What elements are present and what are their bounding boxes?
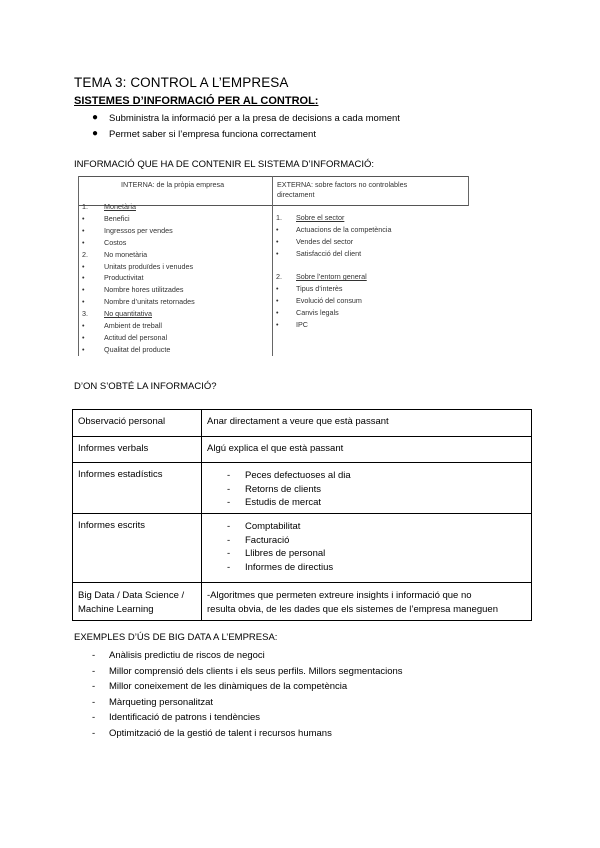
bullet-icon: ●	[92, 128, 99, 139]
source-description: -Algoritmes que permeten extreure insights i informació que no resulta obvia, de les dades que els sistemes de l’empresa maneguen	[202, 583, 532, 621]
external-header-line2: directament	[277, 190, 315, 199]
list-item: - Retorns de clients	[227, 483, 322, 495]
source-label: Observació personal	[73, 410, 202, 437]
source-description: Anar directament a veure que està passant	[202, 410, 532, 437]
table-row	[73, 437, 532, 463]
information-sources-table	[72, 409, 532, 621]
list-item: - Comptabilitat	[227, 521, 301, 532]
list-item: - Llibres de personal	[227, 548, 326, 559]
table-row	[73, 463, 532, 514]
source-description: Algú explica el que està passant	[202, 437, 532, 463]
source-items	[202, 514, 532, 583]
section-heading-information-content: INFORMACIÓ QUE HA DE CONTENIR EL SISTEMA D’INFORMACIÓ:	[74, 159, 374, 170]
bullet-icon: ●	[92, 112, 99, 123]
list-item: - Peces defectuoses al dia	[227, 470, 351, 481]
external-header-line1: EXTERNA: sobre factors no controlables	[277, 180, 408, 189]
section-heading-sources: D’ON S’OBTÉ LA INFORMACIÓ?	[74, 381, 217, 392]
list-item: - Estudis de mercat	[227, 497, 322, 508]
section-heading-big-data-examples: EXEMPLES D’ÚS DE BIG DATA A L’EMPRESA:	[74, 632, 278, 643]
source-label: Informes verbals	[73, 437, 202, 463]
source-label: Informes estadístics	[73, 463, 202, 514]
internal-external-table: INTERNA: de la pròpia empresa EXTERNA: sobre factors no controlables directament 1. Monetària • Benefici • Ingressos per vendes • Costos 2. No monetària • Unitats produïdes i venudes • Productivitat • Nombre hores utilitzades • Nombre d’unitats retornades 3. No quantitativa • Ambient de treball • Actitud del personal • Qualitat del producte 1. Sobre el sector • Actuacions de la competència • Vendes del sector • Satisfacció del client 2. Sobre l’entorn general • Tipus d’interès • Evolució del consum • Canvis legals • IPC	[78, 176, 469, 356]
table-row	[73, 410, 532, 437]
table-row	[73, 514, 532, 583]
list-item: - Facturació	[227, 534, 290, 546]
section-heading-information-systems: SISTEMES D’INFORMACIÓ PER AL CONTROL:	[74, 95, 319, 107]
internal-header: INTERNA: de la pròpia empresa	[121, 180, 225, 189]
list-item: - Informes de directius	[227, 561, 334, 573]
table-row	[73, 583, 532, 621]
source-label: Informes escrits	[73, 514, 202, 583]
source-items	[202, 463, 532, 514]
source-label: Big Data / Data Science / Machine Learning	[73, 583, 202, 621]
page-title: TEMA 3: CONTROL A L’EMPRESA	[74, 75, 289, 90]
